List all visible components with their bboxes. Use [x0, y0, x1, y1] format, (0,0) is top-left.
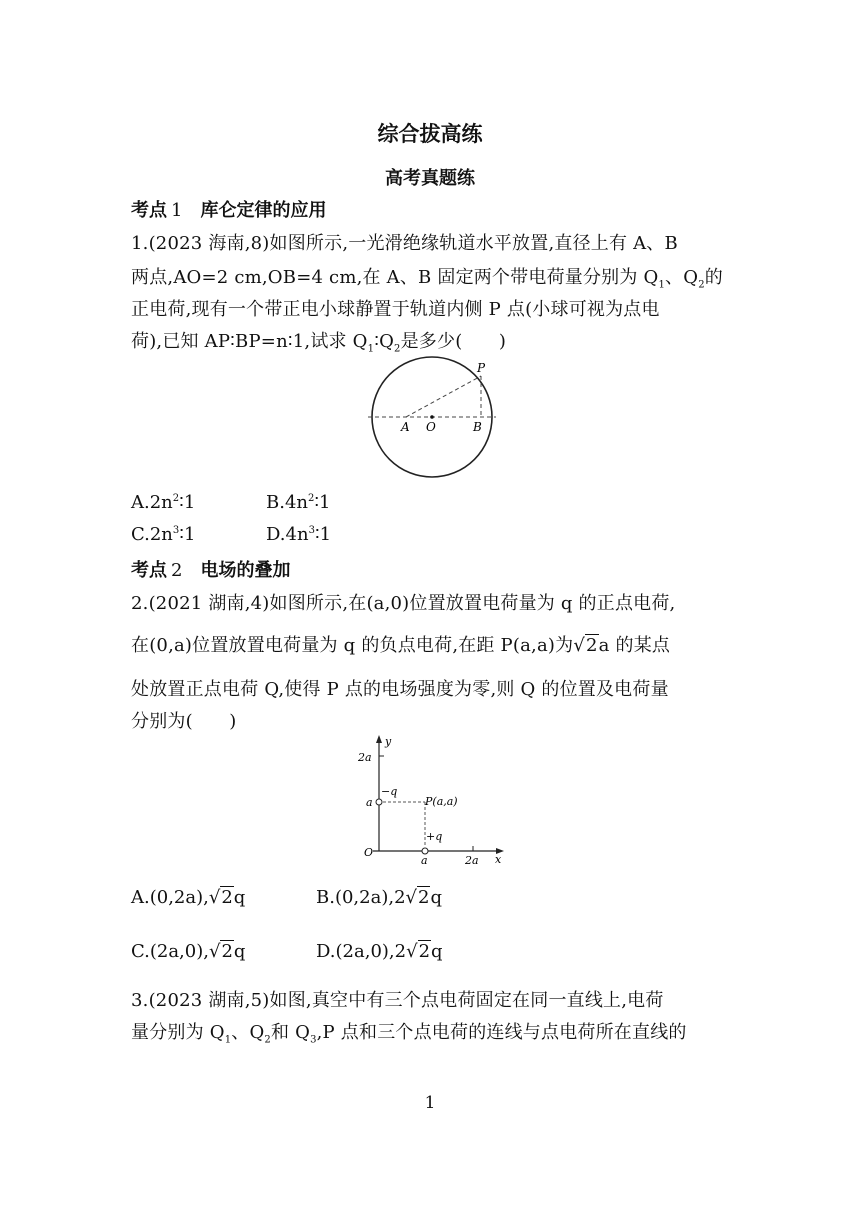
label-p: P: [477, 361, 486, 375]
option-1b: $B.4n^2∶1$: [266, 492, 331, 513]
label-a-y: a: [366, 796, 373, 809]
y-axis-arrow: [376, 735, 382, 743]
label-neg-q: −q: [381, 785, 398, 798]
center-point: [430, 415, 434, 419]
label-2a-x: 2a: [465, 854, 479, 867]
coordinate-figure: [355, 732, 515, 867]
question-1-line-3: 正电荷,现有一个带正电小球静置于轨道内侧 P 点(小球可视为点电: [131, 299, 660, 320]
section-number: 1: [171, 200, 183, 221]
section-name: 库仑定律的应用: [200, 200, 327, 221]
page-title: 综合拔高练: [377, 122, 483, 146]
option-2d: D.(2a,0),2√2q: [316, 941, 443, 962]
label-origin: O: [364, 846, 374, 859]
option-1d: $D.4n^3∶1$: [266, 524, 332, 545]
label-p: P(a,a): [425, 795, 458, 808]
section-label: 考点: [131, 560, 167, 581]
ap-line: [406, 376, 481, 417]
sqrt-symbol: √2: [573, 635, 598, 656]
section-label: 考点: [131, 200, 167, 221]
section-heading-2: [131, 556, 290, 582]
negative-charge-marker: [376, 799, 382, 805]
label-pos-q: +q: [426, 830, 443, 843]
circle-track-figure: [360, 356, 510, 481]
option-2a: A.(0,2a),√2q: [131, 887, 246, 908]
question-2-line-2: 在(0,a)位置放置电荷量为 q 的负点电荷,在距 P(a,a)为√2a 的某点: [131, 635, 671, 656]
question-1-line-4: 荷),已知 AP∶BP=n∶1,试求 $Q_1∶Q_2$是多少( ): [131, 331, 507, 355]
question-2-line-1: 2.(2021 湖南,4)如图所示,在(a,0)位置放置电荷量为 q 的正点电荷,: [131, 593, 676, 614]
label-x: x: [495, 853, 502, 866]
section-number: 2: [171, 560, 183, 581]
question-2-line-3: 处放置正点电荷 Q,使得 P 点的电场强度为零,则 Q 的位置及电荷量: [131, 679, 669, 700]
option-2b: B.(0,2a),2√2q: [316, 887, 442, 908]
question-3-line-1: 3.(2023 湖南,5)如图,真空中有三个点电荷固定在同一直线上,电荷: [131, 990, 664, 1011]
question-1-line-1: 1.(2023 海南,8)如图所示,一光滑绝缘轨道水平放置,直径上有 A、B: [131, 233, 678, 254]
label-o: O: [426, 420, 436, 434]
label-2a-y: 2a: [358, 751, 372, 764]
section-name: 电场的叠加: [200, 560, 291, 581]
question-1-line-2: 两点,AO=2 cm,OB=4 cm,在 A、B 固定两个带电荷量分别为 $Q_1$、$Q_2$的: [131, 267, 723, 291]
page-subtitle: 高考真题练: [385, 168, 475, 189]
label-a-x: a: [421, 854, 428, 867]
label-a: A: [401, 420, 410, 434]
section-heading-1: [131, 196, 326, 222]
option-2c: C.(2a,0),√2q: [131, 941, 246, 962]
label-y: y: [385, 735, 392, 748]
question-2-line-4: 分别为( ): [131, 711, 237, 732]
option-1a: $A.2n^2∶1$: [131, 492, 196, 513]
question-3-line-2: 量分别为 $Q_1$、$Q_2$和 $Q_3,P$ 点和三个点电荷的连线与点电荷所在直线的: [131, 1022, 687, 1046]
label-b: B: [473, 420, 482, 434]
option-1c: $C.2n^3∶1$: [131, 524, 196, 545]
page-number: 1: [424, 1093, 436, 1113]
